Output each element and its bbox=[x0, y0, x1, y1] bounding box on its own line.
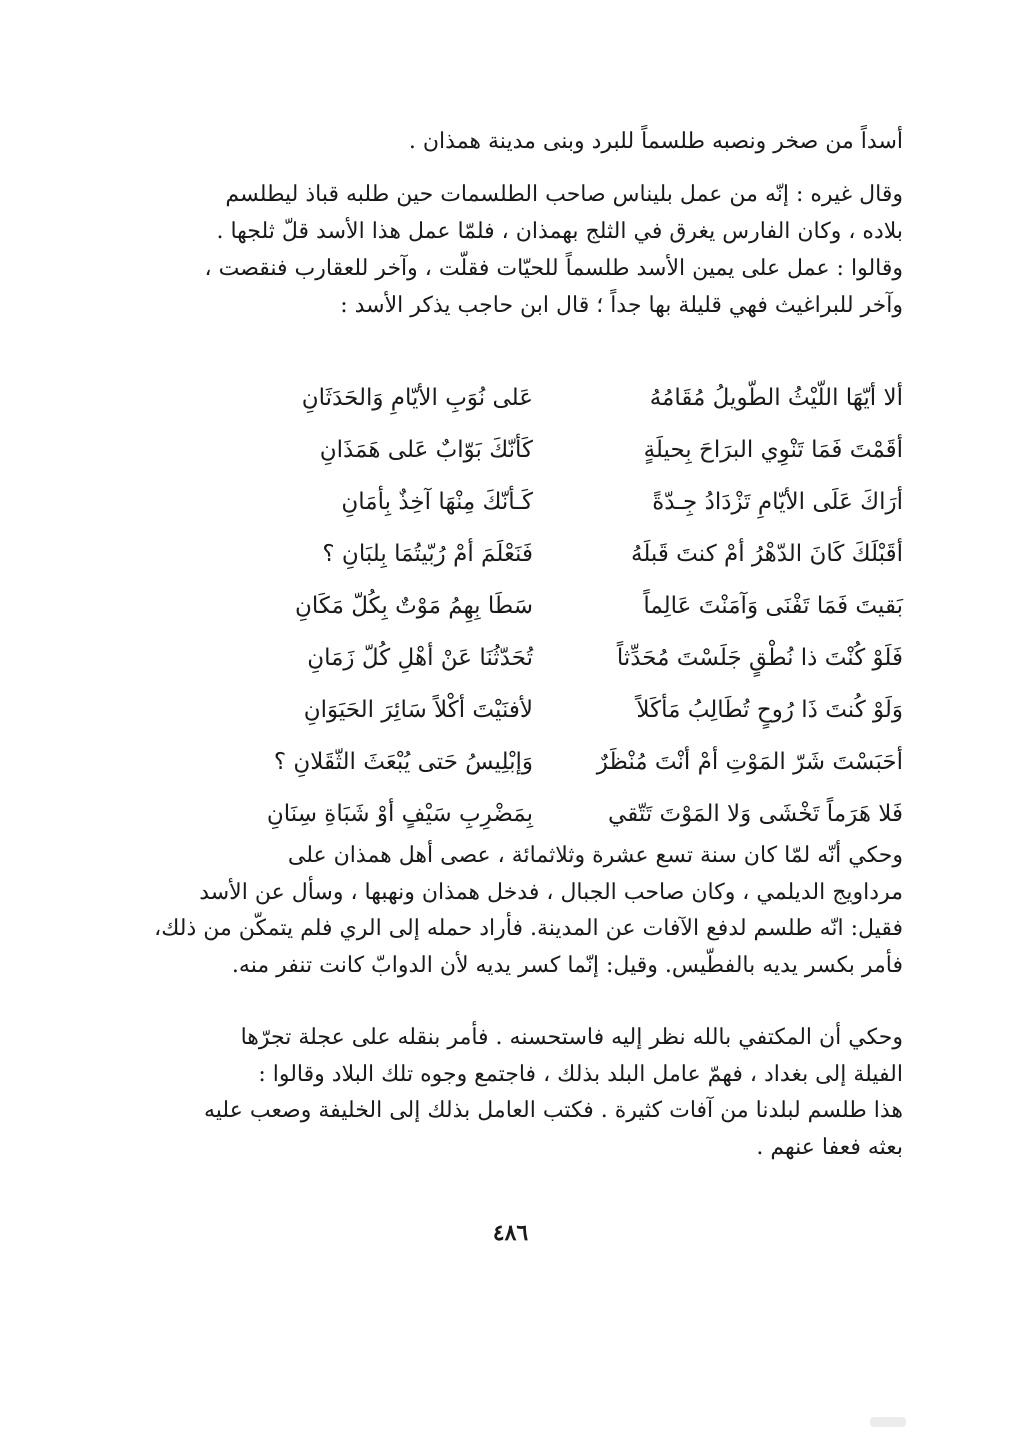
verse-first-hemistich: ألا أيّهَا اللّيْثُ الطّويلُ مُقَامُهُ bbox=[649, 385, 903, 411]
verse-second-hemistich: فَنَعْلَمَ أمْ رُبّيتُمَا بِلبَانِ ؟ bbox=[322, 541, 533, 567]
text-line: مرداويج الديلمي ، وكان صاحب الجبال ، فدخل همذان ونهبها ، وسأل عن الأسد bbox=[199, 879, 903, 905]
verse-first-hemistich: فَلَوْ كُنْتَ ذا نُطْقٍ جَلَسْتَ مُحَدِّثاً bbox=[616, 645, 903, 671]
verse-first-hemistich: أحَبَسْتَ شَرّ المَوْتِ أمْ أنْتَ مُنْظَرٌ bbox=[596, 749, 903, 775]
poem-verse bbox=[203, 632, 903, 684]
verse-second-hemistich: سَطَا بِهِمُ مَوْتٌ بِكُلّ مَكَانِ bbox=[295, 593, 533, 619]
paragraph-talisman-story bbox=[173, 176, 903, 324]
text-line: وقالوا : عمل على يمين الأسد طلسماً للحيّات فقلّت ، وآخر للعقارب فنقصت ، bbox=[204, 256, 903, 281]
verse-second-hemistich: لأفنَيْتَ أكْلاً سَائِرَ الحَيَوَانِ bbox=[303, 697, 533, 723]
poem-verse bbox=[203, 476, 903, 528]
verse-second-hemistich: وَإبْلِيسُ حَتى يُبْعَثَ الثّقَلانِ ؟ bbox=[273, 749, 533, 775]
poem-verse bbox=[203, 736, 903, 788]
text-line: الفيلة إلى بغداد ، فهمّ عامل البلد بذلك ، فاجتمع وجوه تلك البلاد وقالوا : bbox=[258, 1061, 903, 1087]
text-line: فأمر بكسر يديه بالفطّيس. وقيل: إنّما كسر يديه لأن الدوابّ كانت تنفر منه. bbox=[231, 952, 903, 978]
verse-second-hemistich: كَأنّكَ بَوّابٌ عَلى هَمَذَانِ bbox=[319, 437, 533, 463]
verse-second-hemistich: بِمَضْرِبِ سَيْفٍ أوْ شَبَاةِ سِنَانِ bbox=[266, 801, 533, 827]
verse-first-hemistich: وَلَوْ كُنتَ ذَا رُوحٍ تُطَالِبُ مَأكَلاً bbox=[636, 697, 903, 723]
poem-verse bbox=[203, 372, 903, 424]
text-line: وحكي أن المكتفي بالله نظر إليه فاستحسنه . فأمر بنقله على عجلة تجرّها bbox=[240, 1025, 903, 1050]
verse-first-hemistich: بَقيتَ فَمَا تَفْنَى وَآمَنْتَ عَالِماً bbox=[643, 593, 903, 619]
text-line: بلاده ، وكان الفارس يغرق في الثلج بهمذان ، فلمّا عمل هذا الأسد قلّ ثلجها . bbox=[216, 219, 903, 244]
text-line: بعثه فعفا عنهم . bbox=[756, 1134, 903, 1160]
paragraph-continuation bbox=[173, 123, 903, 160]
text-line: وحكي أنّه لمّا كان سنة تسع عشرة وثلاثمائة ، عصى أهل همذان على bbox=[287, 843, 903, 868]
scan-smudge bbox=[870, 1417, 906, 1427]
paragraph-muktafi bbox=[173, 1020, 903, 1166]
text-line: وقال غيره : إنّه من عمل بليناس صاحب الطلسمات حين طلبه قباذ ليطلسم bbox=[225, 182, 903, 207]
poem-verse bbox=[203, 580, 903, 632]
verse-second-hemistich: عَلى نُوَبِ الأيّامِ وَالحَدَثَانِ bbox=[301, 385, 533, 411]
paragraph-mardawij bbox=[154, 838, 903, 984]
verse-first-hemistich: فَلا هَرَماً تَخْشَى وَلا المَوْتَ تَتّقي bbox=[608, 801, 903, 827]
page-number: ٤٨٦ bbox=[492, 1220, 529, 1246]
verse-first-hemistich: أقَمْتَ فَمَا تَنْوِي البرَاحَ بِحيلَةٍ bbox=[643, 437, 903, 463]
verse-second-hemistich: تُحَدّثُنَا عَنْ أهْلِ كُلّ زَمَانِ bbox=[307, 645, 533, 671]
verse-first-hemistich: أرَاكَ عَلَى الأيّامِ تَزْدَادُ جِـدّةً bbox=[652, 489, 903, 515]
poem-verse bbox=[203, 528, 903, 580]
text-line: أسداً من صخر ونصبه طلسماً للبرد وبنى مدينة همذان . bbox=[408, 129, 903, 154]
poem-verse bbox=[203, 788, 903, 840]
poem-verse bbox=[203, 684, 903, 736]
verse-second-hemistich: كَـأنّكَ مِنْهَا آخِذٌ بِأمَانِ bbox=[341, 489, 533, 515]
text-line: فقيل: انّه طلسم لدفع الآفات عن المدينة. فأراد حمله إلى الري فلم يتمكّن من ذلك، bbox=[154, 916, 903, 941]
poem bbox=[203, 372, 903, 840]
verse-first-hemistich: أقَبْلَكَ كَانَ الدّهْرُ أمْ كنتَ قَبلَهُ bbox=[630, 541, 903, 567]
poem-verse bbox=[203, 424, 903, 476]
text-line: وآخر للبراغيث فهي قليلة بها جداً ؛ قال ابن حاجب يذكر الأسد : bbox=[340, 293, 903, 318]
text-line: هذا طلسم لبلدنا من آفات كثيرة . فكتب العامل بذلك إلى الخليفة وصعب عليه bbox=[204, 1098, 903, 1123]
